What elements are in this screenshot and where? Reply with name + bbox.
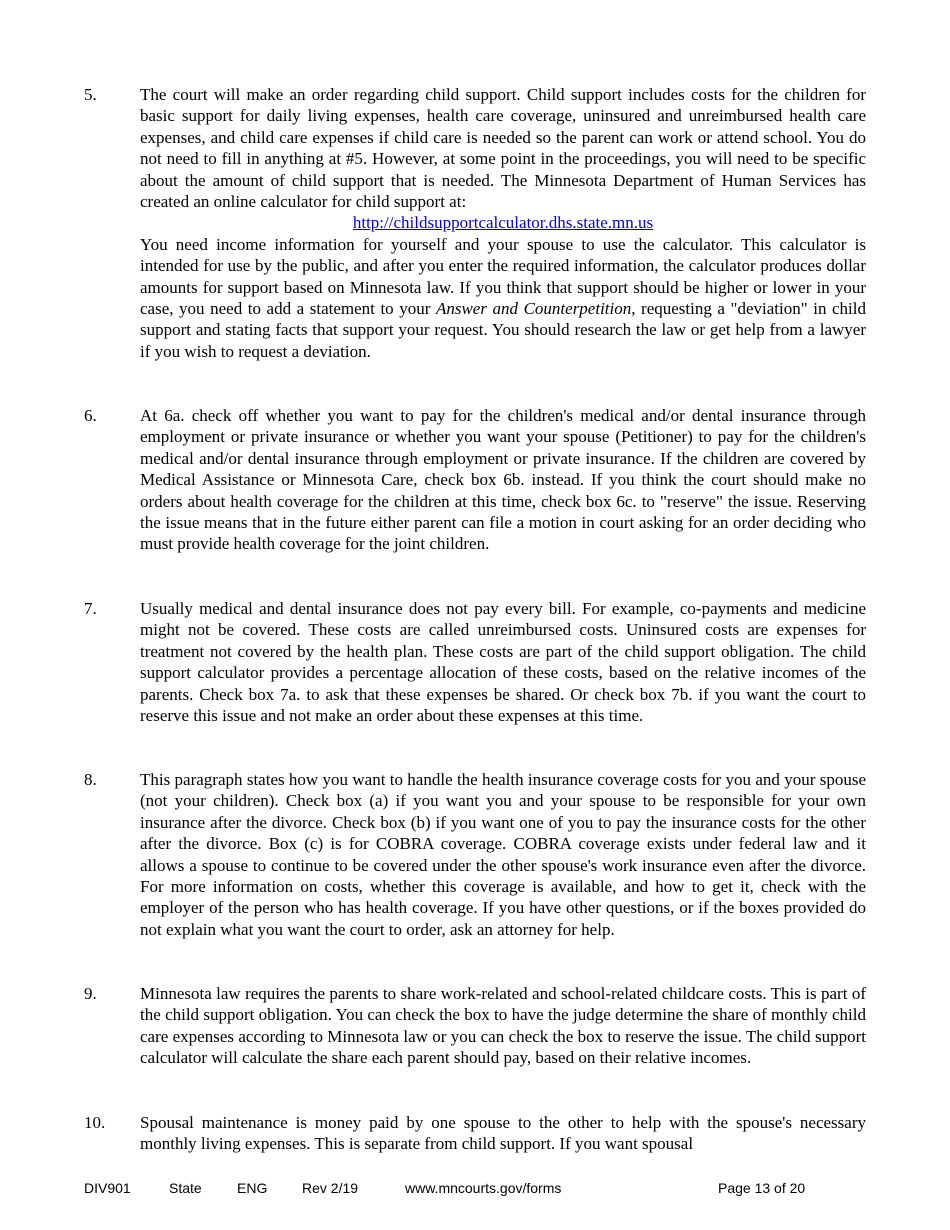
paragraph-5 — [84, 84, 866, 362]
paragraph-6 — [84, 405, 866, 555]
paragraph-text-continued: You need income information for yourself and your spouse to use the calculator. This calculator is intended for use by the public, and after you enter the required information, the calculator produces dollar amounts for support based on Minnesota law. If you think that support should be higher or lower in your case, you need to add a statement to your Answer and Counterpetition, requesting a "deviation" in child support and stating facts that support your request. You should research the law or get help from a lawyer if you wish to request a deviation. — [140, 234, 867, 361]
paragraph-number: 8. — [84, 770, 97, 789]
page-footer — [84, 1180, 866, 1200]
paragraph-number: 7. — [84, 599, 97, 618]
paragraph-number: 5. — [84, 85, 97, 104]
paragraph-text: At 6a. check off whether you want to pay for the children's medical and/or dental insurance through employment or private insurance or whether you want your spouse (Petitioner) to pay for the children's medical and/or dental insurance through employment or private insurance. If the children are covered by Medical Assistance or Minnesota Care, check box 6b. instead. If you think the court should make no orders about health coverage for the children at this time, check box 6c. to "reserve" the issue. Reserving the issue means that in the future either parent can file a motion in court asking for an order deciding who must provide health coverage for the joint children. — [140, 406, 866, 554]
paragraph-number: 10. — [84, 1113, 106, 1132]
footer-state: State — [169, 1180, 202, 1196]
footer-url: www.mncourts.gov/forms — [405, 1180, 562, 1196]
paragraph-text: Usually medical and dental insurance does not pay every bill. For example, co-payments and medicine might not be covered. These costs are called unreimbursed costs. Uninsured costs are expenses for treatment not covered by the health plan. These costs are part of the child support obligation. The child support calculator provides a percentage allocation of these costs, based on the relative incomes of the parents. Check box 7a. to ask that these expenses be shared. Or check box 7b. if you want the court to reserve this issue and not make an order about these expenses at this time. — [140, 599, 866, 726]
form-code: DIV901 — [84, 1180, 131, 1196]
page-number: Page 13 of 20 — [718, 1180, 806, 1196]
paragraph-text: This paragraph states how you want to handle the health insurance coverage costs for you and your spouse (not your children). Check box (a) if you want you and your spouse to be responsible for your own insurance after the divorce. Check box (b) if you want one of you to pay the insurance costs for the other after the divorce. Box (c) is for COBRA coverage. COBRA coverage exists under federal law and it allows a spouse to continue to be covered under the other spouse's work insurance even after the divorce. For more information on costs, whether this coverage is available, and how to get it, check with the employer of the person who has health coverage. If you have other questions, or if the boxes provided do not explain what you want the court to order, ask an attorney for help. — [140, 770, 866, 939]
calculator-link[interactable]: http://childsupportcalculator.dhs.state.mn.us — [352, 213, 654, 233]
paragraph-10 — [84, 1112, 866, 1155]
paragraph-text: Spousal maintenance is money paid by one spouse to the other to help with the spouse's necessary monthly living expenses. This is separate from child support. If you want spousal — [140, 1113, 866, 1154]
footer-revision: Rev 2/19 — [302, 1180, 359, 1196]
paragraph-number: 6. — [84, 406, 97, 425]
footer-language: ENG — [237, 1180, 268, 1196]
paragraph-7 — [84, 598, 866, 726]
paragraph-9 — [84, 983, 866, 1069]
paragraph-text: Minnesota law requires the parents to share work-related and school-related childcare costs. This is part of the child support obligation. You can check the box to have the judge determine the share of monthly child care expenses according to Minnesota law or you can check the box to reserve the issue. The child support calculator will calculate the share each parent should pay, based on their relative incomes. — [140, 984, 866, 1068]
paragraph-number: 9. — [84, 984, 97, 1003]
paragraph-text: The court will make an order regarding child support. Child support includes costs for the children for basic support for daily living expenses, health care coverage, uninsured and unreimbursed health care expenses, and child care expenses if child care is needed so the parent can work or attend school. You do not need to fill in anything at #5. However, at some point in the proceedings, you will need to be specific about the amount of child support that is needed. The Minnesota Department of Human Services has created an online calculator for child support at: — [140, 85, 866, 212]
paragraph-8 — [84, 769, 866, 940]
